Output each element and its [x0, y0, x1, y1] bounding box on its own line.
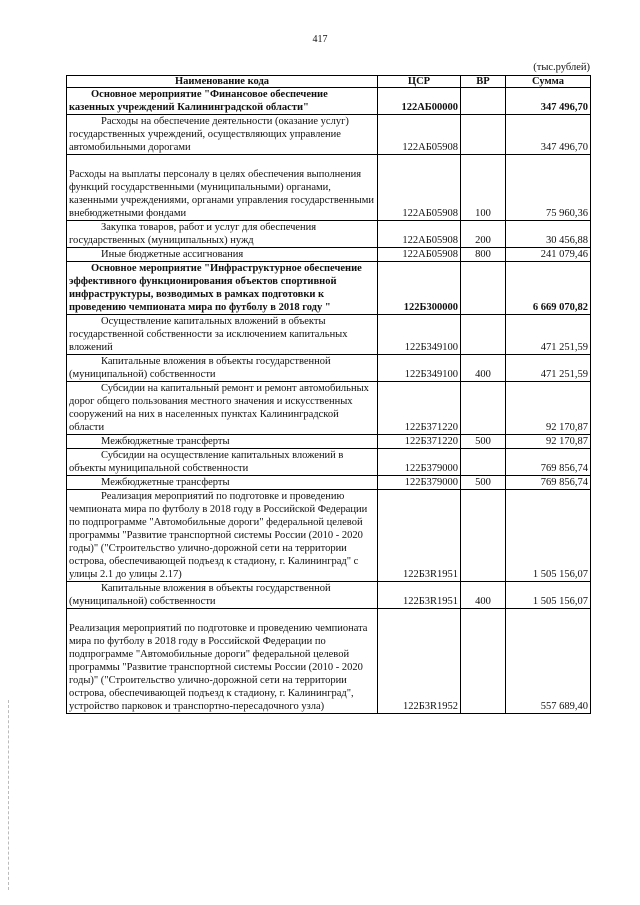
- row-name: Реализация мероприятий по подготовке и проведению чемпионата мира по футболу в 2018 году в Российской Федерации по подпрограмме "Автомобильные дороги" федеральной целевой программы "Развитие транспортной системы России (2010 - 2020 годы)" ("Строительство улично-дорожной сети на территории острова, обеспечивающей подъезд к стадиону, г. Калининград" с улицы 2.1 до улицы 2.17): [67, 490, 378, 582]
- row-sum: 1 505 156,07: [506, 582, 591, 609]
- table-header-row: [67, 76, 591, 88]
- table-row: [67, 315, 591, 355]
- table-row: [67, 355, 591, 382]
- row-sum: 92 170,87: [506, 435, 591, 449]
- row-sum: 471 251,59: [506, 315, 591, 355]
- table-row: [67, 88, 591, 115]
- row-name: Иные бюджетные ассигнования: [67, 248, 378, 262]
- row-csr: 122АБ05908: [378, 248, 461, 262]
- row-vr: [461, 88, 506, 115]
- row-sum: 557 689,40: [506, 609, 591, 714]
- row-sum: 6 669 070,82: [506, 262, 591, 315]
- row-csr: 122Б371220: [378, 435, 461, 449]
- row-csr: 122Б349100: [378, 355, 461, 382]
- row-vr: 200: [461, 221, 506, 248]
- row-vr: 100: [461, 155, 506, 221]
- row-name: Субсидии на капитальный ремонт и ремонт автомобильных дорог общего пользования местного значения и искусственных сооружений на них в населенных пунктах Калининградской области: [67, 382, 378, 435]
- row-sum: 347 496,70: [506, 115, 591, 155]
- row-vr: [461, 609, 506, 714]
- row-name: Закупка товаров, работ и услуг для обеспечения государственных (муниципальных) нужд: [67, 221, 378, 248]
- header-sum: Сумма: [506, 76, 591, 88]
- table-row: [67, 382, 591, 435]
- row-vr: 500: [461, 435, 506, 449]
- row-name: Осуществление капитальных вложений в объекты государственной собственности за исключением капитальных вложений: [67, 315, 378, 355]
- row-vr: 500: [461, 476, 506, 490]
- row-sum: 769 856,74: [506, 449, 591, 476]
- row-csr: 122АБ05908: [378, 115, 461, 155]
- row-name: Межбюджетные трансферты: [67, 476, 378, 490]
- row-vr: [461, 115, 506, 155]
- row-csr: 122Б371220: [378, 382, 461, 435]
- header-vr: ВР: [461, 76, 506, 88]
- row-name: Капитальные вложения в объекты государственной (муниципальной) собственности: [67, 582, 378, 609]
- units-note: (тыс.рублей): [533, 62, 590, 73]
- row-csr: 122Б300000: [378, 262, 461, 315]
- budget-table: [66, 75, 591, 714]
- row-sum: 75 960,36: [506, 155, 591, 221]
- row-sum: 347 496,70: [506, 88, 591, 115]
- table-row: [67, 490, 591, 582]
- table-row: [67, 221, 591, 248]
- table-row: [67, 476, 591, 490]
- row-vr: [461, 490, 506, 582]
- row-csr: 122АБ00000: [378, 88, 461, 115]
- row-vr: [461, 315, 506, 355]
- row-name: Капитальные вложения в объекты государственной (муниципальной) собственности: [67, 355, 378, 382]
- row-name: Расходы на обеспечение деятельности (оказание услуг) государственных учреждений, осуществляющих управление автомобильными дорогами: [67, 115, 378, 155]
- table-row: [67, 262, 591, 315]
- row-name: Основное мероприятие "Финансовое обеспечение казенных учреждений Калининградской области": [67, 88, 378, 115]
- table-row: [67, 449, 591, 476]
- row-csr: 122Б379000: [378, 449, 461, 476]
- row-csr: 122АБ05908: [378, 155, 461, 221]
- table-row: [67, 155, 591, 221]
- row-csr: 122Б3R1952: [378, 609, 461, 714]
- header-csr: ЦСР: [378, 76, 461, 88]
- row-sum: 241 079,46: [506, 248, 591, 262]
- row-vr: 800: [461, 248, 506, 262]
- table-row: [67, 115, 591, 155]
- table-row: [67, 609, 591, 714]
- row-csr: 122Б379000: [378, 476, 461, 490]
- table-row: [67, 582, 591, 609]
- row-csr: 122Б349100: [378, 315, 461, 355]
- row-sum: 769 856,74: [506, 476, 591, 490]
- row-name: Субсидии на осуществление капитальных вложений в объекты муниципальной собственности: [67, 449, 378, 476]
- row-sum: 1 505 156,07: [506, 490, 591, 582]
- row-vr: 400: [461, 582, 506, 609]
- page-number: 417: [312, 34, 328, 45]
- margin-marks: [8, 700, 11, 890]
- row-vr: [461, 449, 506, 476]
- row-csr: 122АБ05908: [378, 221, 461, 248]
- row-vr: [461, 382, 506, 435]
- table-row: [67, 435, 591, 449]
- row-name: Межбюджетные трансферты: [67, 435, 378, 449]
- table-row: [67, 248, 591, 262]
- row-vr: 400: [461, 355, 506, 382]
- row-sum: 471 251,59: [506, 355, 591, 382]
- row-name: Основное мероприятие "Инфраструктурное обеспечение эффективного функционирования объектов спортивной инфраструктуры, возводимых в рамках подготовки к проведению чемпионата мира по футболу в 2018 году ": [67, 262, 378, 315]
- row-name: Расходы на выплаты персоналу в целях обеспечения выполнения функций государственными (муниципальными) органами, казенными учреждениями, органами управления государственными внебюджетными фондами: [67, 155, 378, 221]
- header-name: Наименование кода: [67, 76, 378, 88]
- table-body: [67, 88, 591, 714]
- row-vr: [461, 262, 506, 315]
- row-name: Реализация мероприятий по подготовке и проведению чемпионата мира по футболу в 2018 году в Российской Федерации по подпрограмме "Автомобильные дороги" федеральной целевой программы "Развитие транспортной системы России (2010 - 2020 годы)" ("Строительство улично-дорожной сети на территории острова, обеспечивающей подъезд к стадиону, г. Калининград", устройство парковок и транспортно-пересадочного узла): [67, 609, 378, 714]
- row-csr: 122Б3R1951: [378, 490, 461, 582]
- row-sum: 92 170,87: [506, 382, 591, 435]
- row-sum: 30 456,88: [506, 221, 591, 248]
- row-csr: 122Б3R1951: [378, 582, 461, 609]
